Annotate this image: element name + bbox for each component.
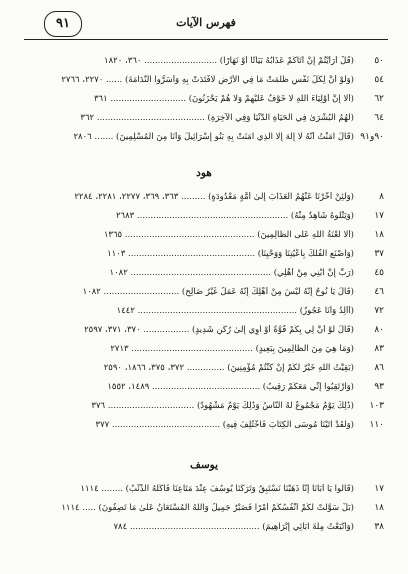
verse-number: ٨٦ [374, 363, 384, 373]
verse-number: ١١٠ [369, 420, 384, 430]
index-row [28, 480, 384, 498]
verse-entry: (وَلَوْ أَنَّ لِكُلِّ نَفْسٍ ظَلَمَتْ مَا فِي الْأَرْضِ لَافْتَدَتْ بِهِ وَأَسَرُّوا النَّدَامَةَ) ...... ٢٢٧٠، ٢٧٦٦ [61, 75, 354, 85]
index-row [28, 109, 384, 127]
verse-number: ٤٥ [374, 268, 384, 278]
verse-entry: (ذَٰلِكَ يَوْمٌ مَجْمُوعٌ لَهُ النَّاسُ وَذَٰلِكَ يَوْمٌ مَشْهُودٌ) ................................ ٣٧٦ [91, 401, 354, 411]
index-row [28, 283, 384, 301]
index-row [28, 71, 384, 89]
verse-number: ٨٠ [374, 325, 384, 335]
index-row [28, 340, 384, 358]
verse-entry: (وَيَتْلُوهُ شَاهِدٌ مِنْهُ) ........................................................ ٢٦٨٣ [115, 211, 354, 221]
section-title-yusuf: يوسف [189, 459, 218, 471]
verse-number: ٥٤ [374, 75, 384, 85]
verse-number: ١٠٣ [369, 401, 384, 411]
index-row [28, 321, 384, 339]
verse-number: ٦٤ [374, 113, 384, 123]
verse-entry: (أَلَا لَعْنَةُ اللَّهِ عَلَى الظَّالِمِينَ) ................................................ ١٣٦٥ [103, 230, 354, 240]
verse-entry: (قَالَ آمَنْتُ أَنَّهُ لَا إِلَٰهَ إِلَّا الَّذِي آمَنَتْ بِهِ بَنُو إِسْرَائِيلَ وَأَنَا مِنَ الْمُسْلِمِينَ) ....... ٢٨٠٦ [73, 132, 354, 142]
verse-entry: (قُلْ أَرَأَيْتُمْ إِنْ أَتَاكُمْ عَذَابُهُ بَيَاتًا أَوْ نَهَارًا) ........................... ٣٦٠، ١٨٢٠ [104, 56, 354, 66]
index-row [28, 302, 384, 320]
index-row [28, 52, 384, 70]
verse-number: ٩٣ [374, 382, 384, 392]
index-row [28, 264, 384, 282]
verse-entry: (وَلَقَدْ آتَيْنَا مُوسَى الْكِتَابَ فَاخْتُلِفَ فِيهِ) ........................................ ٣٧٧ [95, 420, 354, 430]
verse-number: ١٨ [374, 230, 384, 240]
verse-entry: (أَلَا إِنَّ أَوْلِيَاءَ اللَّهِ لَا خَوْفٌ عَلَيْهِمْ وَلَا هُمْ يَحْزَنُونَ) ............................ ٣٦١ [93, 94, 354, 104]
verse-entry: (قَالَ لَوْ أَنَّ لِي بِكُمْ قُوَّةً أَوْ آوِي إِلَىٰ رُكْنٍ شَدِيدٍ) ................. ٣٧٠، ٣٧١، ٢٥٩٧ [84, 325, 354, 335]
index-row [28, 378, 384, 396]
verse-number: ٥٠ [374, 56, 384, 66]
verse-number: ٤٦ [374, 287, 384, 297]
verse-entry: (وَاتَّبَعْتُ مِلَّةَ آبَائِي إِبْرَاهِيمَ) ................................................ ٧٨٤ [113, 522, 354, 532]
header-title: فهرس الآيات [176, 16, 236, 29]
verse-number: ١٨ [374, 503, 384, 513]
verse-number: ٦٢ [374, 94, 384, 104]
index-row [28, 128, 384, 146]
page-number-badge: ٩١ [44, 11, 82, 37]
page-header [24, 8, 388, 42]
verse-entry: (وَارْتَقِبُوا إِنِّي مَعَكُمْ رَقِيبٌ) ........................................ ١٤٨٩، ١٥٥٢ [107, 382, 354, 392]
index-row [28, 245, 384, 263]
index-row [28, 226, 384, 244]
verse-entry: (قَالُوا يَا أَبَانَا إِنَّا ذَهَبْنَا نَسْتَبِقُ وَتَرَكْنَا يُوسُفَ عِنْدَ مَتَاعِنَا فَأَكَلَهُ الذِّئْبُ) ........ ١١١٤ [80, 484, 354, 494]
verse-entry: (بَلْ سَوَّلَتْ لَكُمْ أَنْفُسُكُمْ أَمْرًا فَصَبْرٌ جَمِيلٌ وَاللَّهُ الْمُسْتَعَانُ عَلَىٰ مَا تَصِفُونَ) ..... ١١١٤ [61, 503, 354, 513]
verse-entry: (أَأَلِدُ وَأَنَا عَجُوزٌ) ........................................................... ١٤٤٢ [116, 306, 354, 316]
index-row [28, 359, 384, 377]
index-row [28, 207, 384, 225]
verse-entry: (وَمَا هِيَ مِنَ الظَّالِمِينَ بِبَعِيدٍ) ............................................. ٢٧١٣ [110, 344, 354, 354]
header-rule [24, 39, 388, 40]
index-row [28, 188, 384, 206]
index-row [28, 518, 384, 536]
verse-number: ٣٧ [374, 249, 384, 259]
verse-number: ٨٣ [374, 344, 384, 354]
verse-number: ٣٨ [374, 522, 384, 532]
verse-entry: (قَالَ يَا نُوحُ إِنَّهُ لَيْسَ مِنْ أَهْلِكَ إِنَّهُ عَمَلٌ غَيْرُ صَالِحٍ) ............................ ١٠٨٢ [82, 287, 354, 297]
index-row [28, 397, 384, 415]
verse-entry: (بَقِيَّتُ اللَّهِ خَيْرٌ لَكُمْ إِنْ كُنْتُمْ مُؤْمِنِينَ) .............. ٣٧٢، ٣٧٥، ١٨٦٦، ٢٥٩٠ [103, 363, 354, 373]
verse-entry: (رَبِّ إِنَّ ابْنِي مِنْ أَهْلِي) .................................................... ١٠٨٢ [109, 268, 354, 278]
verse-entry: (وَاصْنَعِ الْفُلْكَ بِأَعْيُنِنَا وَوَحْيِنَا) ............................................... ١١٠٣ [107, 249, 354, 259]
verse-number: ٧٢ [374, 306, 384, 316]
verse-entry: (وَلَئِنْ أَخَّرْنَا عَنْهُمُ الْعَذَابَ إِلَىٰ أُمَّةٍ مَعْدُودَةٍ) ......... ٣٦٣، ٣٦٩، ٢٢٧٧، ٢٢٨١، ٢٢٨٤ [74, 192, 354, 202]
index-row [28, 90, 384, 108]
index-row [28, 416, 384, 434]
verse-number: ٩٠و٩١ [360, 132, 384, 142]
section-title-hud: هود [196, 167, 212, 179]
verse-number: ١٧ [374, 211, 384, 221]
verse-number: ١٧ [374, 484, 384, 494]
verse-entry: (لَهُمُ الْبُشْرَىٰ فِي الْحَيَاةِ الدُّنْيَا وَفِي الْآخِرَةِ) ........................................ ٣٦٢ [80, 113, 354, 123]
index-row [28, 499, 384, 517]
verse-number: ٨ [379, 192, 384, 202]
